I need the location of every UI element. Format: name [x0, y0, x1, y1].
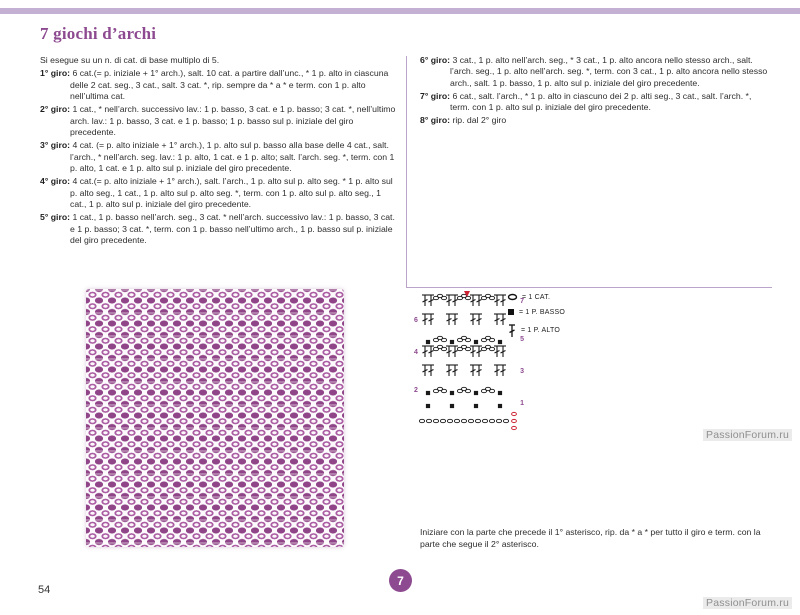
- giro-label: 2° giro:: [40, 104, 71, 115]
- svg-text:2: 2: [414, 387, 418, 394]
- giro-text: rip. dal 2° giro: [452, 115, 507, 126]
- instruction-item: [420, 115, 772, 126]
- instruction-item: [40, 212, 398, 246]
- giro-label: 6° giro:: [420, 55, 451, 65]
- svg-text:3: 3: [520, 368, 524, 375]
- legend-item: [507, 323, 565, 338]
- giro-label: 7° giro:: [420, 90, 451, 101]
- legend-label: = 1 CAT.: [522, 293, 551, 301]
- single-crochet-symbol-icon: [507, 308, 515, 316]
- giro-text: 1 cat., 1 p. basso nell’arch. seg., 3 cat. * nell’arch. successivo lav.: 1 p. basso, 3 cat. e 1 p. basso; 3 cat. *, term. con 1 p. basso nell’ultimo arch., 1 p. basso sul p. iniziale del giro precedente.: [70, 212, 395, 246]
- svg-text:6: 6: [414, 317, 418, 324]
- svg-text:7: 7: [520, 298, 524, 305]
- legend-item: [507, 293, 565, 301]
- giro-text: 4 cat.(= p. alto iniziale + 1° arch.), salt. l’arch., 1 p. alto sul p. alto seg. * 1 p. alto sul p. alto seg., 1 cat., 1 p. alto sul p. alto seg. *, term. con 1 p. alto sul p. alto seg., 1 cat., 1 p. alto sul p. iniziale del giro precedente.: [70, 176, 393, 210]
- giro-label: 8° giro:: [420, 115, 451, 126]
- legend-label: = 1 P. ALTO: [521, 327, 560, 334]
- instruction-item: [420, 91, 772, 114]
- instructions-left-column: [40, 55, 398, 248]
- chart-legend: [507, 293, 565, 345]
- instruction-item: [40, 176, 398, 210]
- giro-text: 4 cat. (= p. alto iniziale + 1° arch.), 1 p. alto sul p. basso alla base delle 4 cat., salt. l’arch., * nell’arch. seg. lav.: 1 p. alto, 1 cat. e 1 p. alto; salt. l’arch. seg. *, term. con 1 p. alto, 1 cat. e 1 p. alto sul p. iniziale del giro precedente.: [70, 140, 395, 174]
- svg-text:5: 5: [520, 336, 524, 343]
- giro-label: 4° giro:: [40, 176, 71, 187]
- instructions-right-column: [420, 55, 772, 128]
- giro-label: 5° giro:: [40, 212, 71, 223]
- giro-label: 3° giro:: [40, 140, 71, 151]
- instruction-item: [420, 55, 772, 89]
- section-divider-horizontal: [406, 287, 772, 288]
- watermark: PassionForum.ru: [703, 597, 792, 609]
- crochet-swatch-photo: [86, 289, 344, 547]
- giro-label: 1° giro:: [40, 68, 71, 79]
- footer-note: Iniziare con la parte che precede il 1° asterisco, rip. da * a * per tutto il giro e term. con la parte che segue il 2° asterisco.: [420, 527, 761, 549]
- column-divider-vertical: [406, 56, 407, 287]
- giro-text: 6 cat.(= p. iniziale + 1° arch.), salt. 10 cat. a partire dall’unc., * 1 p. alto in ciascuna delle 2 cat. seg., 3 cat., salt. 3 cat. *, rip. sempre da * a * e term. con 1 p. alto nell’ultima cat.: [70, 68, 389, 102]
- double-crochet-symbol-icon: [507, 323, 517, 338]
- svg-text:4: 4: [414, 349, 418, 356]
- instruction-item: [40, 140, 398, 174]
- intro-text: Si esegue su un n. di cat. di base multiplo di 5.: [40, 55, 220, 65]
- giro-text: 1 cat., * nell’arch. successivo lav.: 1 p. basso, 3 cat. e 1 p. basso; 3 cat. *, nell’ultimo arch. lav.: 1 p. basso, 3 cat. e 1 p. basso; 1 p. basso sul p. iniziale del giro precedente.: [70, 104, 396, 138]
- page-title: 7 giochi d’archi: [40, 24, 157, 43]
- giro-text: 3 cat., 1 p. alto nell’arch. seg., * 3 cat., 1 p. alto ancora nello stesso arch., salt. l’arch. seg., 1 p. alto nell’arch. seg. *, term. con 3 cat., 1 p. alto ancora nello stesso arch., salt. 1 p. basso, 1 p. alto sul p. iniziale del giro precedente.: [450, 55, 768, 88]
- chain-symbol-icon: [507, 293, 518, 301]
- top-decorative-bar: [0, 8, 800, 14]
- instruction-item: [40, 104, 398, 138]
- legend-label: = 1 P. BASSO: [519, 308, 566, 316]
- legend-item: [507, 308, 565, 316]
- instruction-item: [40, 68, 398, 102]
- chapter-badge: 7: [389, 569, 412, 592]
- svg-text:1: 1: [520, 400, 524, 407]
- page-number: 54: [38, 584, 51, 596]
- giro-text: 6 cat., salt. l’arch., * 1 p. alto in ciascuno dei 2 p. alti seg., 3 cat., salt. l’arch. *, term. con 1 p. alto sul p. iniziale del giro precedente.: [450, 90, 752, 113]
- watermark: PassionForum.ru: [703, 429, 792, 441]
